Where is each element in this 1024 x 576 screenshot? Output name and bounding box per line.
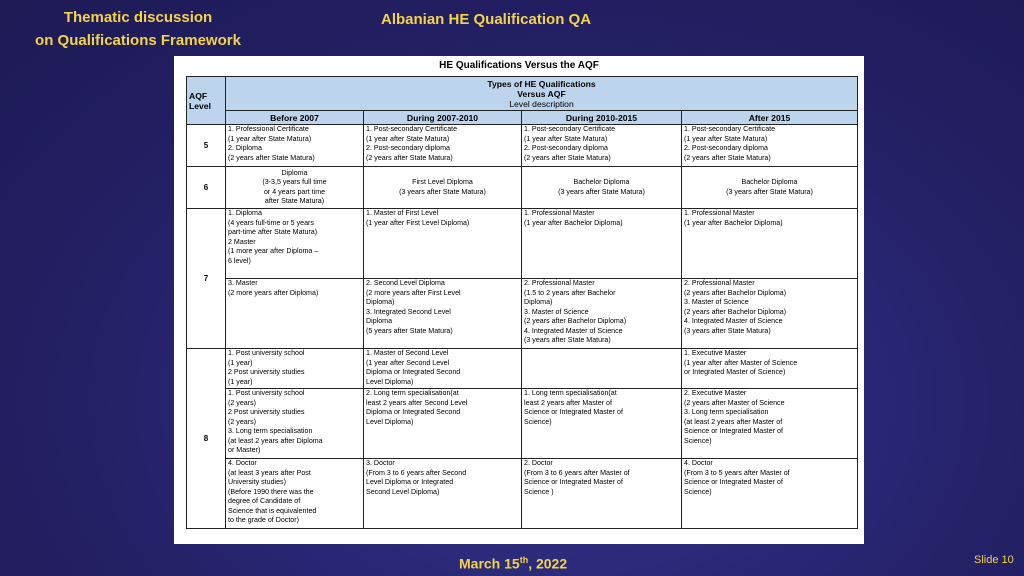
row-level-7a [187, 209, 858, 279]
level-description: Level description [509, 98, 574, 109]
table-title: HE Qualifications Versus the AQF [439, 60, 599, 71]
date-superscript: th [519, 555, 529, 565]
row-level-6 [187, 167, 858, 209]
cell: 1. Diploma (4 years full-time or 5 years part-time after State Matura) 2 Master (1 more year after Diploma – 6 level) [226, 209, 364, 279]
cell: 2. Doctor (From 3 to 6 years after Master of Science or Integrated Master of Science ) [522, 459, 682, 529]
cell: 3. Master (2 more years after Diploma) [226, 279, 364, 349]
date-prefix: March 15 [459, 555, 520, 572]
footer-date [459, 555, 567, 572]
subtitle-line-2: on Qualifications Framework [35, 32, 241, 49]
types-line-2: Versus AQF [517, 88, 566, 99]
aqf-level-header: AQF Level [187, 77, 226, 125]
cell: 1. Professional Master (1 year after Bachelor Diploma) [522, 209, 682, 279]
cell: 1. Post university school (1 year) 2 Post university studies (1 year) [226, 349, 364, 389]
qualifications-table [186, 76, 858, 529]
cell [522, 349, 682, 389]
cell: 2. Second Level Diploma (2 more years after First Level Diploma) 3. Integrated Second Level Diploma (5 years after State Matura) [364, 279, 522, 349]
cell: First Level Diploma (3 years after State Matura) [364, 167, 522, 209]
slide-number: Slide 10 [974, 554, 1014, 566]
cell: 4. Doctor (From 3 to 5 years after Master of Science or Integrated Master of Science) [682, 459, 858, 529]
qualifications-table-image [174, 56, 864, 544]
col-2007-2010: During 2007-2010 [364, 111, 522, 125]
cell: 2. Professional Master (1.5 to 2 years after Bachelor Diploma) 3. Master of Science (2 years after Bachelor Diploma) 4. Integrated Master of Science (3 years after State Matura) [522, 279, 682, 349]
cell: 1. Executive Master (1 year after after Master of Science or Integrated Master of Science) [682, 349, 858, 389]
subtitle-line-1: Thematic discussion [63, 9, 213, 26]
row-level-5 [187, 125, 858, 167]
cell: 2. Long term specialisation(at least 2 years after Second Level Diploma or Integrated Second Level Diploma) [364, 389, 522, 459]
types-line-1: Types of HE Qualifications [487, 78, 596, 89]
cell: 3. Doctor (From 3 to 6 years after Second Level Diploma or Integrated Second Level Diploma) [364, 459, 522, 529]
cell: 2. Professional Master (2 years after Bachelor Diploma) 3. Master of Science (2 years after Bachelor Diploma) 4. Integrated Master of Science (3 years after State Matura) [682, 279, 858, 349]
period-header-row [187, 111, 858, 125]
cell: 1. Master of First Level (1 year after First Level Diploma) [364, 209, 522, 279]
slide-title: Albanian HE Qualification QA [381, 11, 592, 28]
cell: 1. Post university school (2 years) 2 Post university studies (2 years) 3. Long term specialisation (at least 2 years after Diploma or Master) [226, 389, 364, 459]
slide-subtitle [12, 6, 264, 52]
level-8: 8 [187, 349, 226, 529]
types-header [226, 77, 858, 111]
row-level-8c [187, 459, 858, 529]
col-before-2007: Before 2007 [226, 111, 364, 125]
row-level-7b [187, 279, 858, 349]
cell: 1. Master of Second Level (1 year after Second Level Diploma or Integrated Second Level Diploma) [364, 349, 522, 389]
level-5: 5 [187, 125, 226, 167]
row-level-8a [187, 349, 858, 389]
cell: 1. Professional Certificate (1 year after State Matura) 2. Diploma (2 years after State Matura) [226, 125, 364, 167]
cell: 2. Executive Master (2 years after Master of Science 3. Long term specialisation (at least 2 years after Master of Science or Integrated Master of Science) [682, 389, 858, 459]
table-header-row [187, 77, 858, 111]
date-suffix: , 2022 [528, 555, 568, 572]
col-2010-2015: During 2010-2015 [522, 111, 682, 125]
cell: 1. Long term specialisation(at least 2 years after Master of Science or Integrated Master of Science) [522, 389, 682, 459]
row-level-8b [187, 389, 858, 459]
level-7: 7 [187, 209, 226, 349]
cell: Diploma (3-3,5 years full time or 4 years part time after State Matura) [226, 167, 364, 209]
cell: 1. Post-secondary Certificate (1 year after State Matura) 2. Post-secondary diploma (2 years after State Matura) [522, 125, 682, 167]
cell: 1. Professional Master (1 year after Bachelor Diploma) [682, 209, 858, 279]
cell: 1. Post-secondary Certificate (1 year after State Matura) 2. Post-secondary diploma (2 years after State Matura) [364, 125, 522, 167]
cell: Bachelor Diploma (3 years after State Matura) [522, 167, 682, 209]
col-after-2015: After 2015 [682, 111, 858, 125]
level-6: 6 [187, 167, 226, 209]
cell: Bachelor Diploma (3 years after State Matura) [682, 167, 858, 209]
cell: 4. Doctor (at least 3 years after Post University studies) (Before 1990 there was the degree of Candidate of Science that is equivalented to the grade of Doctor) [226, 459, 364, 529]
cell: 1. Post-secondary Certificate (1 year after State Matura) 2. Post-secondary diploma (2 years after State Matura) [682, 125, 858, 167]
